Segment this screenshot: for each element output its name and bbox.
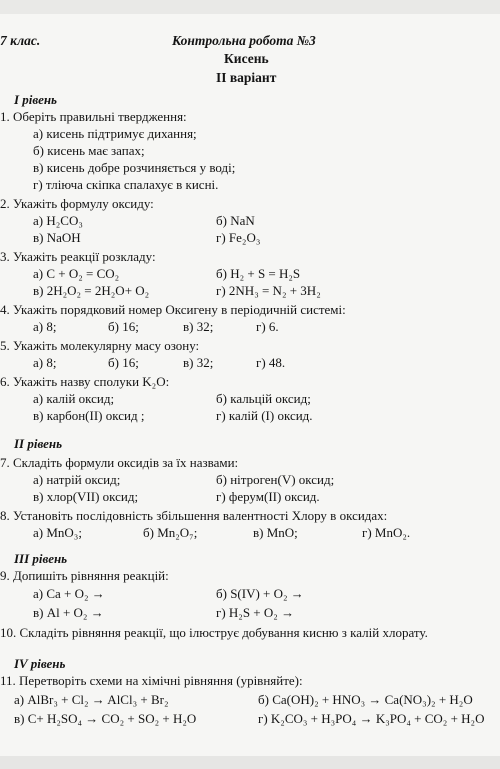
q4-option-d: г) 6.: [256, 319, 279, 334]
q7-option-a: а) натрій оксид;: [33, 472, 121, 487]
q1-option-d: г) тліюча скіпка спалахує в кисні.: [33, 177, 219, 192]
q2-option-b: б) NaN: [216, 213, 255, 228]
q5-option-d: г) 48.: [256, 355, 286, 370]
q9-option-c: в) Al + O₂ →: [33, 605, 104, 620]
q8-text: 8. Установіть послідовність збільшення валентності Хлору в оксидах:: [0, 508, 388, 523]
q4-option-b: б) 16;: [108, 319, 139, 334]
q11-text: 11. Перетворіть схеми на хімічні рівняння (урівняйте):: [0, 673, 303, 688]
q7-option-c: в) хлор(VII) оксид;: [33, 489, 139, 504]
q11-option-c: в) C+ H₂SO₄ → CO₂ + SO₂ + H₂O: [14, 711, 197, 726]
q1-option-a: а) кисень підтримує дихання;: [33, 126, 197, 141]
q6-option-b: б) кальцій оксид;: [216, 391, 311, 406]
q11-option-d: г) K₂CO₃ + H₃PO₄ → K₃PO₄ + CO₂ + H₂O: [258, 711, 485, 726]
q9-option-d: г) H₂S + O₂ →: [216, 605, 295, 620]
q3-option-b: б) H₂ + S = H₂S: [216, 266, 301, 281]
q1-option-b: б) кисень має запах;: [33, 143, 145, 158]
q3-option-a: а) C + O₂ = CO₂: [33, 266, 120, 281]
q2-option-a: а) H₂CO₃: [33, 213, 83, 228]
q2-text: 2. Укажіть формулу оксиду:: [0, 196, 154, 211]
q9-text: 9. Допишіть рівняння реакцій:: [0, 568, 169, 583]
q2-option-d: г) Fe₂O₃: [216, 230, 261, 245]
level-4-heading: ІV рівень: [14, 656, 66, 671]
q6-option-a: а) калій оксид;: [33, 391, 115, 406]
q5-option-c: в) 32;: [183, 355, 214, 370]
page-title: Контрольна робота №3: [172, 33, 316, 48]
q4-option-c: в) 32;: [183, 319, 214, 334]
q2-option-c: в) NaOH: [33, 230, 81, 245]
q7-option-b: б) нітроген(V) оксид;: [216, 472, 335, 487]
q9-option-b: б) S(IV) + O₂ →: [216, 586, 304, 601]
top-edge: [0, 0, 500, 14]
q6-option-d: г) калій (І) оксид.: [216, 408, 313, 423]
q8-option-d: г) MnO₂.: [362, 525, 411, 540]
topic-title: Кисень: [224, 51, 269, 66]
q4-option-a: а) 8;: [33, 319, 57, 334]
q4-text: 4. Укажіть порядковий номер Оксигену в періодичній системі:: [0, 302, 346, 317]
bottom-edge: [0, 756, 500, 769]
q5-option-b: б) 16;: [108, 355, 139, 370]
q8-option-a: а) MnO₃;: [33, 525, 82, 540]
variant-title: ІІ варіант: [216, 70, 277, 85]
q5-text: 5. Укажіть молекулярну масу озону:: [0, 338, 200, 353]
q5-option-a: а) 8;: [33, 355, 57, 370]
q1-option-c: в) кисень добре розчиняється у воді;: [33, 160, 236, 175]
q9-option-a: а) Ca + O₂ →: [33, 586, 105, 601]
q11-option-b: б) Ca(OH)₂ + HNO₃ → Ca(NO₃)₂ + H₂O: [258, 692, 473, 707]
q11-option-a: а) AlBr₃ + Cl₂ → AlCl₃ + Br₂: [14, 692, 169, 707]
level-3-heading: ІІІ рівень: [14, 551, 68, 566]
q1-text: 1. Оберіть правильні твердження:: [0, 109, 187, 124]
level-1-heading: І рівень: [14, 92, 57, 107]
q8-option-c: в) MnO;: [253, 525, 298, 540]
q7-option-d: г) ферум(ІІ) оксид.: [216, 489, 320, 504]
q8-option-b: б) Mn₂O₇;: [143, 525, 198, 540]
q3-option-d: г) 2NH₃ = N₂ + 3H₂: [216, 283, 321, 298]
grade-label: 7 клас.: [0, 33, 41, 48]
q7-text: 7. Складіть формули оксидів за їх назвами:: [0, 455, 239, 470]
q10-text: 10. Складіть рівняння реакції, що ілюструє добування кисню з калій хлорату.: [0, 625, 428, 640]
q6-text: 6. Укажіть назву сполуки K₂O:: [0, 374, 170, 389]
q3-text: 3. Укажіть реакції розкладу:: [0, 249, 156, 264]
level-2-heading: ІІ рівень: [14, 436, 63, 451]
q3-option-c: в) 2H₂O₂ = 2H₂O+ O₂: [33, 283, 150, 298]
q6-option-c: в) карбон(ІІ) оксид ;: [33, 408, 145, 423]
